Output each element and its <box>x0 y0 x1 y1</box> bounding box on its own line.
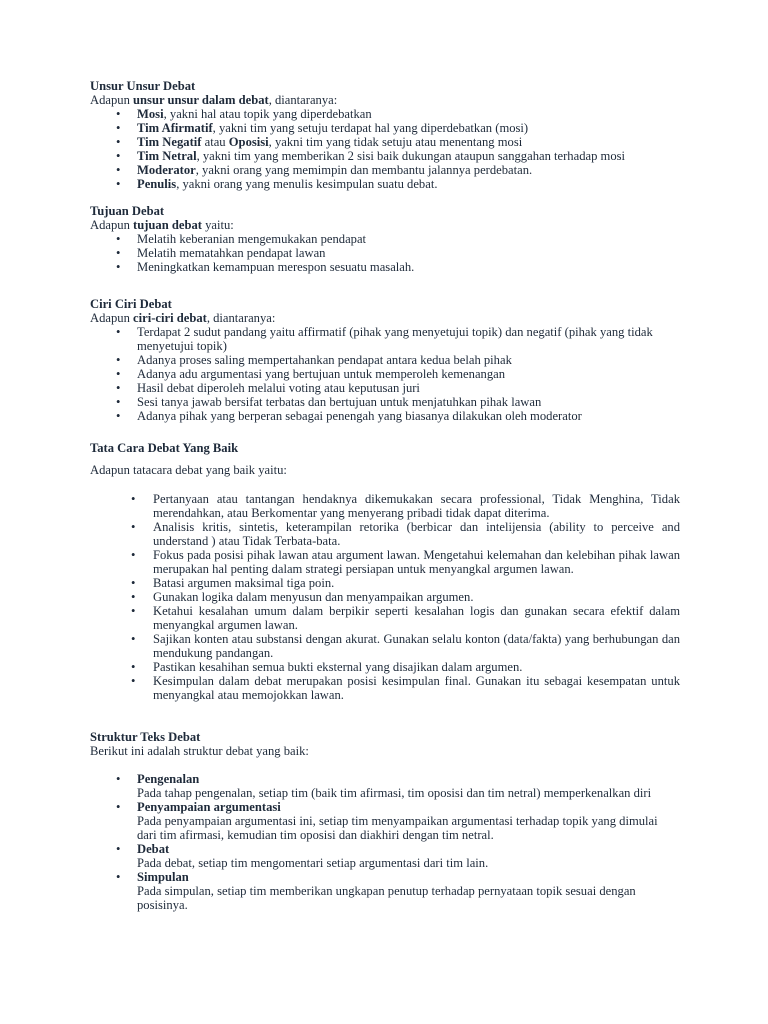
list-item: • Simpulan Pada simpulan, setiap tim memberikan ungkapan penutup terhadap pernyataan topik sesuai dengan posisinya. <box>116 870 636 912</box>
intro-struktur: Berikut ini adalah struktur debat yang baik: <box>90 744 309 758</box>
list-item: • Debat Pada debat, setiap tim mengomentari setiap argumentasi dari tim lain. <box>116 842 489 870</box>
list-item: • Ketahui kesalahan umum dalam berpikir seperti kesalahan logis dan gunakan secara efektif dalam menyangkal argumen lawan. <box>131 604 680 632</box>
list-struktur-block <box>90 772 680 912</box>
list-item: • Batasi argumen maksimal tiga poin. <box>131 576 335 590</box>
list-item: • Hasil debat diperoleh melalui voting atau keputusan juri <box>116 381 420 395</box>
list-tujuan <box>90 232 680 274</box>
list-ciri <box>90 325 680 423</box>
intro-tatacara-block <box>90 463 680 477</box>
list-struktur <box>90 772 680 912</box>
heading-tatacara: Tata Cara Debat Yang Baik <box>90 441 239 455</box>
list-item: • Meningkatkan kemampuan merespon sesuatu masalah. <box>116 260 415 274</box>
heading-ciri: Ciri Ciri Debat <box>90 297 172 311</box>
intro-tujuan: Adapun tujuan debat yaitu: <box>90 218 234 232</box>
list-item: • Tim Netral, yakni tim yang memberikan 2 sisi baik dukungan ataupun sanggahan terhadap mosi <box>116 149 626 163</box>
list-item: • Pastikan kesahihan semua bukti eksternal yang disajikan dalam argumen. <box>131 660 523 674</box>
list-item: • Mosi, yakni hal atau topik yang diperdebatkan <box>116 107 372 121</box>
section-ciri <box>90 297 680 423</box>
section-tujuan <box>90 204 680 274</box>
list-item: • Pertanyaan atau tantangan hendaknya dikemukakan secara professional, Tidak Menghina, Tidak merendahkan, atau Berkomentar yang menyerang pribadi tidak dapat diterima. <box>131 492 680 520</box>
list-item: • Penyampaian argumentasi Pada penyampaian argumentasi ini, setiap tim menyampaikan argumentasi terhadap topik yang dimulai dari tim afirmasi, kemudian tim oposisi dan diakhiri dengan tim netral. <box>116 800 658 842</box>
list-item: • Adanya pihak yang berperan sebagai penengah yang biasanya dilakukan oleh moderator <box>116 409 582 423</box>
heading-tujuan: Tujuan Debat <box>90 204 165 218</box>
section-unsur <box>90 79 680 191</box>
list-item: • Sesi tanya jawab bersifat terbatas dan bertujuan untuk menjatuhkan pihak lawan <box>116 395 542 409</box>
heading-unsur: Unsur Unsur Debat <box>90 79 196 93</box>
list-item: • Terdapat 2 sudut pandang yaitu affirmatif (pihak yang menyetujui topik) dan negatif (pihak yang tidak menyetujui topik) <box>116 325 653 353</box>
list-item: • Fokus pada posisi pihak lawan atau argument lawan. Mengetahui kelemahan dan kelebihan pihak lawan merupakan hal penting dalam strategi persiapan untuk menyangkal argumen lawan. <box>131 548 680 576</box>
intro-ciri: Adapun ciri-ciri debat, diantaranya: <box>90 311 276 325</box>
list-unsur <box>90 107 680 191</box>
list-item: • Gunakan logika dalam menyusun dan menyampaikan argumen. <box>131 590 474 604</box>
list-item: • Adanya proses saling mempertahankan pendapat antara kedua belah pihak <box>116 353 512 367</box>
intro-tatacara: Adapun tatacara debat yang baik yaitu: <box>90 463 287 477</box>
list-item: • Pengenalan Pada tahap pengenalan, setiap tim (baik tim afirmasi, tim oposisi dan tim netral) memperkenalkan diri <box>116 772 652 800</box>
intro-unsur: Adapun unsur unsur dalam debat, diantaranya: <box>90 93 338 107</box>
heading-struktur: Struktur Teks Debat <box>90 730 201 744</box>
list-tatacara <box>90 492 680 702</box>
list-item: • Adanya adu argumentasi yang bertujuan untuk memperoleh kemenangan <box>116 367 506 381</box>
list-item: • Moderator, yakni orang yang memimpin dan membantu jalannya perdebatan. <box>116 163 533 177</box>
list-tatacara-block <box>90 492 680 702</box>
list-item: • Analisis kritis, sintetis, keterampilan retorika (berbicar dan intelijensia (ability to perceive and understand ) atau Tidak Terbata-bata. <box>131 520 680 548</box>
list-item: • Melatih keberanian mengemukakan pendapat <box>116 232 367 246</box>
list-item: • Penulis, yakni orang yang menulis kesimpulan suatu debat. <box>116 177 438 191</box>
list-item: • Tim Negatif atau Oposisi, yakni tim yang tidak setuju atau menentang mosi <box>116 135 523 149</box>
section-struktur <box>90 730 680 758</box>
list-item: • Tim Afirmatif, yakni tim yang setuju terdapat hal yang diperdebatkan (mosi) <box>116 121 529 135</box>
list-item: • Melatih mematahkan pendapat lawan <box>116 246 326 260</box>
list-item: • Kesimpulan dalam debat merupakan posisi kesimpulan final. Gunakan itu sebagai kesempatan untuk menyangkal atau memojokkan lawan. <box>131 674 680 702</box>
section-tatacara <box>90 441 680 455</box>
list-item: • Sajikan konten atau substansi dengan akurat. Gunakan selalu konton (data/fakta) yang berhubungan dan mendukung pandangan. <box>131 632 680 660</box>
